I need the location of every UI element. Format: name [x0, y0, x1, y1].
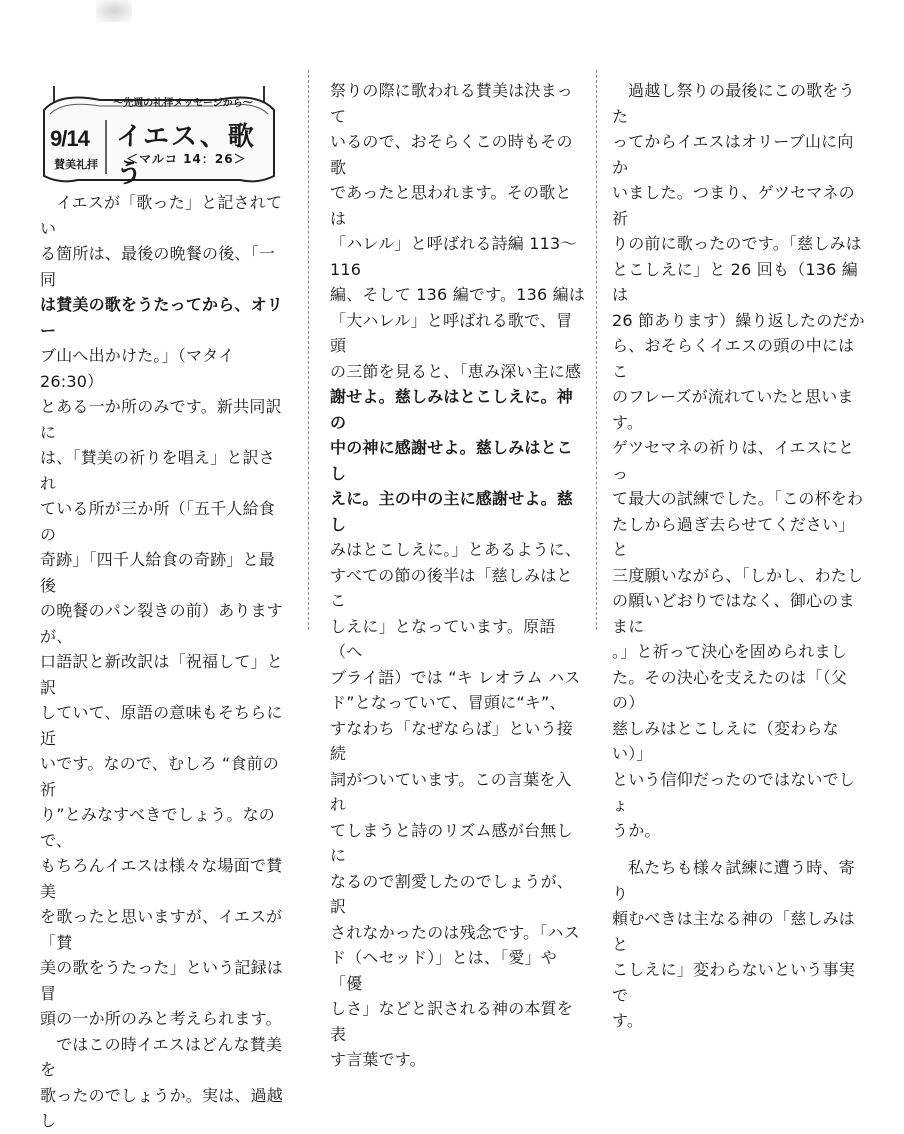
text-line: とこしえに」と 26 回も（136 編は: [612, 259, 858, 304]
text-line: 祭りの際に歌われる賛美は決まって: [330, 81, 574, 126]
text-line: こしえに」変わらないという事実で: [612, 960, 856, 1005]
header-subtitle: ～先週の礼拝メッセージから～: [113, 98, 253, 109]
text-line: ゲツセマネの祈りは、イエスにとっ: [612, 438, 855, 483]
text-line: 歌ったのでしょうか。実は、過越し: [40, 1085, 284, 1130]
text-line: たしから過ぎ去らせてください」と: [612, 514, 855, 559]
text-line: 頭の一か所のみと考えられます。: [40, 1009, 282, 1028]
text-line: 謝せよ。慈しみはとこしえに。神の: [330, 387, 574, 432]
text-line: りの前に歌ったのです。「慈しみは: [612, 234, 862, 253]
text-line: であったと思われます。その歌とは: [330, 183, 572, 228]
text-line: た。その決心を支えたのは「（父の）: [612, 667, 848, 712]
text-line: すなわち「なぜならば」という接続: [330, 718, 574, 763]
text-line: なるので割愛したのでしょうが、訳: [330, 871, 574, 916]
text-line: しえに」となっています。原語（へ: [330, 616, 556, 661]
text-line: うか。: [612, 820, 661, 840]
text-line: いです。なので、むしろ “食前の祈: [40, 754, 279, 799]
scan-smudge: [96, 0, 132, 22]
text-line: イエスが「歌った」と記されてい: [40, 193, 283, 238]
text-line: ブ山へ出かけた。」（マタイ 26:30）: [40, 346, 235, 391]
text-line: ド（ヘセッド）」とは、「愛」や「優: [330, 948, 558, 993]
column-1: [40, 190, 290, 1134]
text-line: 三度願いながら、「しかし、わたし: [612, 565, 864, 585]
text-line: [612, 843, 868, 855]
text-line: 中の神に感謝せよ。慈しみはとこし: [330, 438, 574, 483]
text-line: 26 節あります）繰り返したのだか: [612, 310, 865, 330]
text-line: すべての節の後半は「慈しみはとこ: [330, 565, 573, 610]
text-line: 美の歌をうたった」という記録は冒: [40, 958, 284, 1003]
text-line: 「ハレル」と呼ばれる詩編 113～116: [330, 234, 577, 279]
message-date: 9/14: [50, 126, 89, 151]
text-line: ではこの時イエスはどんな賛美を: [40, 1034, 283, 1079]
text-line: 過越し祭りの最後にこの歌をうた: [612, 81, 855, 126]
text-line: の三節を見ると、「恵み深い主に感: [330, 361, 582, 381]
text-line: は賛美の歌をうたってから、オリー: [40, 295, 284, 340]
text-line: す言葉です。: [330, 1050, 426, 1069]
text-line: 「大ハレル」と呼ばれる歌で、冒頭: [330, 310, 573, 355]
text-line: 口語訳と新改訳は「祝福して」と訳: [40, 652, 284, 697]
text-line: の願いどおりではなく、御心のままに: [612, 591, 855, 636]
text-line: えに。主の中の主に感謝せよ。慈し: [330, 489, 574, 534]
message-header-sign: [40, 86, 278, 189]
column-3: [612, 78, 868, 1034]
text-line: いました。つまり、ゲツセマネの祈: [612, 183, 855, 228]
text-line: ド”となっていて、冒頭に“キ”、: [330, 693, 566, 712]
text-line: す。: [612, 1011, 644, 1030]
message-title: イエス、歌う: [116, 122, 256, 189]
text-line: いるので、おそらくこの時もその歌: [330, 132, 573, 177]
text-line: とある一か所のみです。新共同訳に: [40, 397, 282, 442]
text-line: ている所が三か所（「五千人給食の: [40, 499, 276, 544]
text-line: という信仰だったのではないでしょ: [612, 769, 856, 814]
text-line: る箇所は、最後の晩餐の後、「一同: [40, 244, 276, 289]
text-line: されなかったのは残念です。「ハス: [330, 922, 580, 942]
text-line: 慈しみはとこしえに（変わらない）」: [612, 718, 839, 763]
text-line: り”とみなすべきでしょう。なので、: [40, 805, 275, 850]
text-line: 私たちも様々試練に遭う時、寄り: [612, 858, 855, 903]
text-line: のフレーズが流れていたと思います。: [612, 387, 854, 432]
text-line: の晩餐のパン裂きの前）ありますが、: [40, 601, 284, 646]
column-2: [330, 78, 586, 1073]
text-line: 頼むべきは主なる神の「慈しみはと: [612, 909, 856, 954]
text-line: 奇跡」「四千人給食の奇跡」と最後: [40, 550, 276, 595]
text-line: していて、原語の意味もそちらに近: [40, 703, 283, 748]
text-line: ってからイエスはオリーブ山に向か: [612, 132, 854, 177]
column-divider: [308, 70, 309, 630]
text-line: もちろんイエスは様々な場面で賛美: [40, 856, 283, 901]
text-line: 編、そして 136 編です。136 編は: [330, 285, 586, 304]
text-line: ら、おそらくイエスの頭の中にはこ: [612, 336, 855, 381]
service-name: 賛美礼拝: [54, 158, 98, 171]
text-line: てしまうと詩のリズム感が台無しに: [330, 820, 573, 865]
column-divider: [596, 70, 597, 630]
text-line: ブライ語）では “キ レオラム ハス: [330, 667, 581, 687]
text-line: 詞がついています。この言葉を入れ: [330, 769, 572, 814]
scripture-reference: ＜マルコ 14：26＞: [126, 152, 247, 166]
text-line: て最大の試練でした。「この杯をわ: [612, 489, 864, 508]
text-line: しさ」などと訳される神の本質を表: [330, 999, 574, 1044]
text-line: は、「賛美の祈りを唱え」と訳され: [40, 448, 276, 493]
text-line: を歌ったと思いますが、イエスが「賛: [40, 907, 283, 952]
text-line: 。」と祈って決心を固められまし: [612, 642, 848, 661]
text-line: みはとこしえに。」とあるように、: [330, 540, 582, 559]
